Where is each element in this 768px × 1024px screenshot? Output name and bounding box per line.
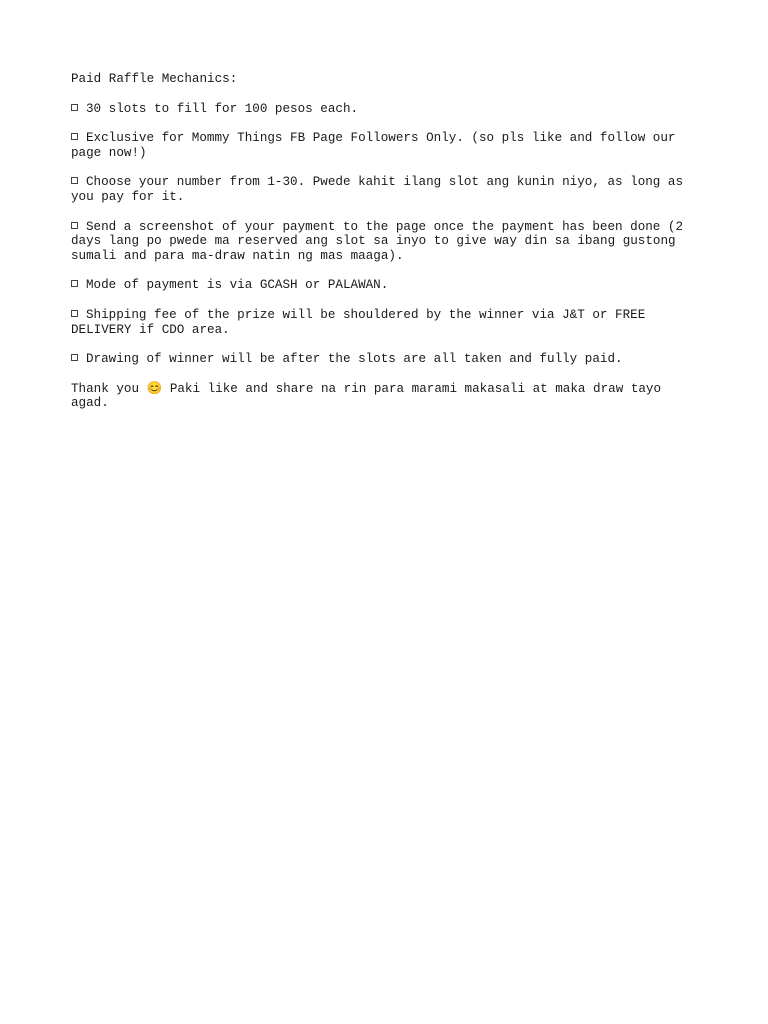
mechanics-item-text: 30 slots to fill for 100 pesos each. [86,101,359,116]
mechanics-item [71,220,691,264]
small-square-bullet-icon [71,310,78,317]
small-square-bullet-icon [71,133,78,140]
document-title: Paid Raffle Mechanics: [71,72,238,86]
mechanics-item-text: Mode of payment is via GCASH or PALAWAN. [86,278,389,293]
small-square-bullet-icon [71,222,78,229]
mechanics-item-text: Send a screenshot of your payment to the page once the payment has been done (2 days lang po pwede ma reserved ang slot sa inyo to give way din sa ibang gustong sumali and para ma-draw natin ng mas maaga). [71,219,684,263]
small-square-bullet-icon [71,177,78,184]
raffle-document [71,72,691,426]
closing-message: Thank you 😊 Paki like and share na rin para marami makasali at maka draw tayo agad. [71,381,662,411]
small-square-bullet-icon [71,280,78,287]
small-square-bullet-icon [71,354,78,361]
mechanics-item [71,131,691,160]
mechanics-item [71,352,691,367]
mechanics-item-text: Drawing of winner will be after the slots are all taken and fully paid. [86,352,623,367]
mechanics-item [71,278,691,293]
mechanics-item-text: Exclusive for Mommy Things FB Page Followers Only. (so pls like and follow our page now!) [71,131,676,160]
mechanics-item [71,308,691,337]
mechanics-item-text: Shipping fee of the prize will be shouldered by the winner via J&T or FREE DELIVERY if CDO area. [71,307,646,337]
mechanics-item [71,175,691,204]
mechanics-item [71,102,691,117]
small-square-bullet-icon [71,104,78,111]
mechanics-item-text: Choose your number from 1-30. Pwede kahit ilang slot ang kunin niyo, as long as you pay for it. [71,175,684,204]
